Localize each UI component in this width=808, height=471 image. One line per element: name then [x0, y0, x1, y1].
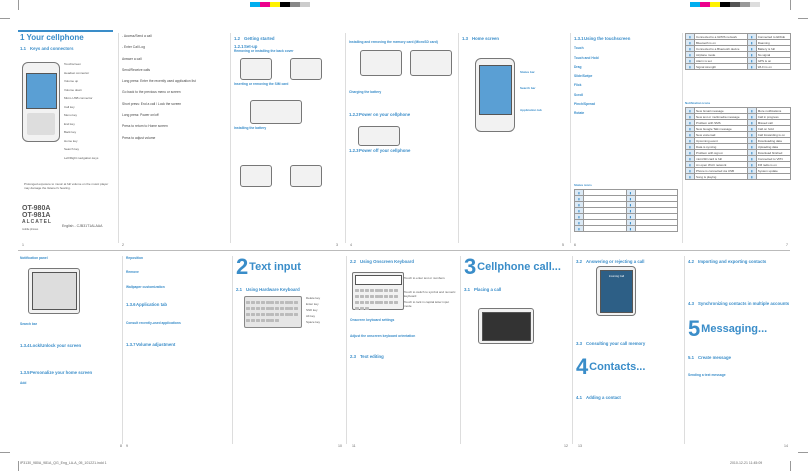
- icon-description: New Google Talk message: [695, 126, 748, 132]
- keyboard-key: [251, 301, 255, 304]
- battery-illustration: [240, 165, 272, 187]
- key-description: Answer a call: [122, 56, 142, 61]
- status-icon: ▮: [686, 156, 695, 162]
- icon-description: Call forwarding is on: [756, 132, 790, 138]
- status-icon: ▮: [747, 58, 756, 64]
- key-description: Press to return to Home screen: [122, 124, 168, 129]
- crop-mark: [798, 452, 808, 453]
- chapter-heading: 3 Cellphone call...: [464, 256, 561, 279]
- status-icon: ▮: [747, 40, 756, 46]
- status-icon: ▮: [686, 108, 695, 114]
- notification-icon-table: [685, 107, 791, 180]
- notification-panel-illustration: [28, 268, 80, 314]
- icon-description: No signal: [756, 52, 790, 58]
- callout-label: Micro-USB connector: [64, 96, 93, 100]
- page-divider: [460, 256, 461, 444]
- icon-description: New voicemail: [695, 132, 748, 138]
- icon-description: Battery is full: [756, 46, 790, 52]
- icon-description: An open Wi-Fi network: [695, 162, 748, 168]
- callout-label: Volume up: [64, 79, 79, 83]
- status-icon: ▮: [686, 40, 695, 46]
- keyboard-key: [285, 313, 289, 316]
- keyboard-key: [266, 301, 270, 304]
- callout-label: Volume down: [64, 87, 83, 92]
- icon-description: Connected to a Bluetooth device: [695, 46, 748, 52]
- onscreen-key: [384, 289, 388, 292]
- keyboard-key: [266, 307, 270, 310]
- key-description: Send/Receive calls: [122, 67, 151, 72]
- callout-label: Left/Right navigation keys: [64, 155, 99, 160]
- crop-mark: [798, 18, 808, 19]
- icon-description: Problem with SMS: [695, 120, 748, 126]
- status-icon: ▮: [686, 162, 695, 168]
- page-13: 3.2 Answering or rejecting a call: [576, 259, 645, 264]
- onscreen-key: [375, 295, 379, 298]
- keyboard-key: [280, 301, 284, 304]
- page-divider: [230, 33, 231, 243]
- icon-description: New Gmail message: [695, 108, 748, 114]
- keyboard-key: [275, 307, 279, 310]
- callout-label: Touchscreen: [64, 62, 82, 66]
- icon-description: System update: [756, 168, 790, 174]
- icon-description: Problem with sign-in: [695, 150, 748, 156]
- key-description: Go back to the previous menu or screen: [122, 90, 181, 95]
- status-icon: ▮: [747, 52, 756, 58]
- page-8: Notification panel: [20, 256, 48, 260]
- crop-mark: [18, 0, 19, 10]
- page-number: 5: [562, 243, 564, 247]
- gesture-item: Drag: [574, 64, 582, 69]
- icon-description: Upcoming event: [695, 138, 748, 144]
- page-number: 3: [336, 243, 338, 247]
- onscreen-key: [355, 301, 359, 304]
- incoming-call-illustration: Incoming Call: [596, 266, 636, 316]
- home-screen-illustration: [475, 58, 515, 132]
- page-6: 1.3.1Using the touchscreen Touch Touch and Hold Drag Slide/Swipe Flick Scroll Pinch/Spread Rotate: [574, 33, 678, 173]
- onscreen-key: [375, 301, 379, 304]
- keyboard-key: [294, 307, 298, 310]
- gesture-item: Touch: [574, 46, 584, 51]
- icon-description: Bluetooth is on: [695, 40, 748, 46]
- fold-line: [18, 250, 790, 251]
- crop-mark: [0, 18, 10, 19]
- key-description: Long press: Power on/off: [122, 113, 159, 118]
- memory-card-illustration: [410, 50, 452, 76]
- onscreen-key: [379, 295, 383, 298]
- keyboard-callout: Shift key: [306, 308, 318, 312]
- keyboard-key: [251, 313, 255, 316]
- page-number: 12: [564, 444, 568, 448]
- crop-mark: [790, 461, 791, 471]
- status-icon: ▮: [686, 64, 695, 70]
- page-number: 6: [574, 243, 576, 247]
- chapter-heading: [20, 33, 120, 43]
- icon-description: FM radio is on: [756, 162, 790, 168]
- onscreen-key: [360, 301, 364, 304]
- icon-description: Call on hold: [756, 126, 790, 132]
- hardware-keyboard-illustration: [244, 296, 302, 328]
- chapter-bar: [18, 30, 113, 32]
- status-icon: ▮: [747, 120, 756, 126]
- callout-label: Home key: [64, 138, 78, 143]
- color-bar-top-left: [250, 2, 310, 7]
- status-icon: ▮: [747, 114, 756, 120]
- icon-description: Call in progress: [756, 114, 790, 120]
- callout-label: Menu key: [64, 113, 78, 117]
- gesture-item: Pinch/Spread: [574, 101, 596, 106]
- page-number: 4: [350, 243, 352, 247]
- key-description: Press to adjust volume: [122, 135, 156, 140]
- key-description: Long press: Enter the recently used application list: [122, 79, 196, 84]
- status-icon: ▮: [686, 150, 695, 156]
- onscreen-key: [389, 295, 393, 298]
- crop-mark: [18, 461, 19, 471]
- page-divider: [458, 33, 459, 243]
- page-divider: [118, 33, 119, 243]
- icon-description: More notifications: [756, 108, 790, 114]
- onscreen-key: [370, 295, 374, 298]
- status-icon: ▮: [686, 52, 695, 58]
- keyboard-key: [285, 301, 289, 304]
- onscreen-key: [355, 307, 359, 310]
- onscreen-key: [379, 301, 383, 304]
- page-number: 13: [578, 444, 582, 448]
- keyboard-key: [261, 319, 265, 322]
- chapter-heading: 5 Messaging...: [688, 316, 768, 342]
- status-icon: ▮: [686, 132, 695, 138]
- keyboard-key: [280, 307, 284, 310]
- keyboard-key: [289, 313, 293, 316]
- onscreen-key: [394, 289, 398, 292]
- icon-description: Airplane mode: [695, 52, 748, 58]
- icon-description: Wi-Fi is on: [756, 64, 790, 70]
- keyboard-key: [294, 313, 298, 316]
- keyboard-key: [261, 307, 265, 310]
- keyboard-callout: Space key: [306, 320, 321, 324]
- icon-description: Download finished: [756, 150, 790, 156]
- key-description: - Access/Send a call: [122, 34, 152, 38]
- status-icon: ▮: [747, 34, 756, 40]
- onscreen-key: [389, 301, 393, 304]
- icon-description: Missed call: [756, 120, 790, 126]
- page-number: 14: [784, 444, 788, 448]
- keyboard-key: [294, 301, 298, 304]
- keyboard-key: [256, 313, 260, 316]
- onscreen-key: [365, 307, 369, 310]
- status-icon: ▮: [747, 108, 756, 114]
- icon-description: Connected to a GPRS network: [695, 34, 748, 40]
- onscreen-key: [365, 289, 369, 292]
- status-icon: ▮: [686, 120, 695, 126]
- page-11: 2.2 Using Onscreen Keyboard: [350, 259, 414, 264]
- gesture-item: Scroll: [574, 92, 584, 97]
- status-icon: ▮: [686, 34, 695, 40]
- back-cover-illustration: [290, 58, 322, 80]
- page-number: 10: [338, 444, 342, 448]
- key-description: - Enter Call Log: [122, 45, 145, 50]
- page-divider: [570, 33, 571, 243]
- onscreen-key: [365, 295, 369, 298]
- onscreen-key: [375, 289, 379, 292]
- keyboard-key: [246, 307, 250, 310]
- keyboard-key: [251, 307, 255, 310]
- key-description: Short press: End a call / Lock the screen: [122, 101, 182, 106]
- keyboard-key: [275, 313, 279, 316]
- status-icon: ▮: [686, 126, 695, 132]
- keyboard-key: [256, 301, 260, 304]
- callout-label: Call key: [64, 104, 75, 109]
- status-icon: ▮: [747, 64, 756, 70]
- onscreen-key: [360, 289, 364, 292]
- icon-description: Downloading data: [756, 138, 790, 144]
- icon-description: Connected to VPN: [756, 156, 790, 162]
- page-number: 11: [352, 444, 356, 448]
- onscreen-key: [394, 301, 398, 304]
- memory-card-illustration: [360, 50, 402, 76]
- onscreen-key: [360, 307, 364, 310]
- keyboard-key: [280, 313, 284, 316]
- callout-label: Headset connector: [64, 70, 90, 75]
- status-icon: ▮: [686, 46, 695, 52]
- keyboard-key: [270, 307, 274, 310]
- keyboard-key: [256, 319, 260, 322]
- chapter-title: Your cellphone: [26, 33, 84, 42]
- icon-description: Data is syncing: [695, 144, 748, 150]
- page-number: 2: [122, 243, 124, 247]
- color-bar-top-right: [690, 2, 760, 7]
- page-10: 2 Text input 2.1 Using Hardware Keyboard: [236, 256, 344, 444]
- status-icon: ▮: [747, 174, 756, 180]
- status-icon-table: ▮ ▮ ▮ ▮ ▮ ▮ ▮ ▮ ▮ ▮ ▮ ▮ ▮ ▮: [574, 189, 678, 232]
- keyboard-key: [289, 307, 293, 310]
- status-icon: ▮: [686, 174, 695, 180]
- status-icon-table-continued: [685, 33, 791, 70]
- callout-list: [64, 62, 114, 167]
- status-icon: ▮: [747, 132, 756, 138]
- phone-screen: [479, 65, 512, 115]
- keyboard-key: [266, 319, 270, 322]
- phone-illustration: [22, 62, 60, 142]
- chapter-heading: 2 Text input: [236, 256, 301, 279]
- keyboard-key: [270, 319, 274, 322]
- icon-description: Song is playing: [695, 174, 748, 180]
- battery-illustration: [290, 165, 322, 187]
- status-icon: ▮: [747, 46, 756, 52]
- status-icon: ▮: [747, 156, 756, 162]
- phone-keypad: [27, 113, 55, 135]
- onscreen-key: [394, 295, 398, 298]
- icon-description: Connected to EDGE: [756, 34, 790, 40]
- page-8-text: Search bar 1.3.4Lock/Unlock your screen 1.3.5Personalize your home screen Add: [20, 322, 93, 385]
- page-divider: [572, 256, 573, 444]
- page-divider: [232, 256, 233, 444]
- page-5: 1.3 Home screen: [462, 36, 499, 41]
- print-date: 2010-12-21 11:45:09: [730, 461, 763, 465]
- page-divider: [682, 33, 683, 243]
- status-icon: ▮: [686, 138, 695, 144]
- icon-description: Uploading data: [756, 144, 790, 150]
- keyboard-key: [246, 319, 250, 322]
- onscreen-key: [379, 289, 383, 292]
- charger-illustration: [358, 126, 400, 146]
- callout-label: Back key: [64, 130, 77, 134]
- keyboard-key: [251, 319, 255, 322]
- onscreen-key: [384, 295, 388, 298]
- keyboard-key: [246, 301, 250, 304]
- icon-description: Signal strength: [695, 64, 748, 70]
- icon-description: New text or multimedia message: [695, 114, 748, 120]
- page-divider: [345, 33, 346, 243]
- page-divider: [122, 256, 123, 444]
- icon-description: GPS is on: [756, 58, 790, 64]
- onscreen-key: [370, 289, 374, 292]
- chapter-number: 1: [20, 33, 25, 42]
- status-icon: ▮: [686, 168, 695, 174]
- status-icon: ▮: [747, 126, 756, 132]
- sim-card-illustration: [250, 100, 302, 124]
- keyboard-callout: Delete key: [306, 296, 321, 300]
- page-divider: [684, 256, 685, 444]
- chapter-heading: 4 Contacts...: [576, 354, 646, 380]
- keyboard-key: [275, 319, 279, 322]
- page-14: 4.2 Importing and exporting contacts 4.3 Synchronizing contacts in multiple accounts 5 Messaging... 5.1 Create message Sending a text message: [688, 259, 790, 377]
- page-number: 9: [126, 444, 128, 448]
- page-9: Reposition Remove Wallpaper customization 1.3.6Application tab Consult recently-used applications 1.3.7Volume adjustment: [126, 256, 181, 348]
- page-number: 1: [22, 243, 24, 247]
- status-icon: ▮: [686, 144, 695, 150]
- callout-label: Search key: [64, 147, 80, 151]
- key-description-list: [122, 34, 226, 140]
- gesture-item: Touch and Hold: [574, 55, 599, 60]
- keyboard-key: [246, 313, 250, 316]
- icon-description: Roaming: [756, 40, 790, 46]
- phone-screen: [26, 73, 57, 109]
- page-divider: [346, 256, 347, 444]
- keyboard-key: [270, 313, 274, 316]
- print-slug: IP3130_980A_981A_QG_Eng_LA-A_05_101221.indd 1: [20, 461, 107, 465]
- page-3: 1.2 Getting started 1.2.1Set-up Removing or installing the back cover Inserting or removing the SIM card Installing the battery: [234, 36, 294, 130]
- keyboard-key: [266, 313, 270, 316]
- keyboard-callout: Alt key: [306, 314, 316, 318]
- status-icon: ▮: [747, 150, 756, 156]
- icon-description: Phone is connected via USB: [695, 168, 748, 174]
- keyboard-key: [289, 301, 293, 304]
- icon-description: Alarm is set: [695, 58, 748, 64]
- status-icon: ▮: [686, 58, 695, 64]
- keyboard-key: [285, 307, 289, 310]
- keyboard-key: [256, 307, 260, 310]
- page-4: Installing and removing the memory card (MicroSD card) Charging the battery 1.2.2Power on your cellphone 1.2.3Power off your cellphone: [349, 40, 438, 153]
- onscreen-key: [389, 289, 393, 292]
- keyboard-callout: Enter key: [306, 302, 319, 306]
- onscreen-key: [365, 301, 369, 304]
- status-icon: ▮: [747, 144, 756, 150]
- language-code: English - CJB31T1ALAAA: [62, 224, 103, 228]
- status-icon: ▮: [747, 168, 756, 174]
- icon-description: [756, 174, 790, 180]
- dialer-illustration: [478, 308, 534, 344]
- crop-mark: [790, 0, 791, 10]
- onscreen-key: [355, 295, 359, 298]
- status-icon: ▮: [747, 162, 756, 168]
- status-icon: ▮: [747, 138, 756, 144]
- page-number: 8: [120, 444, 122, 448]
- status-icon: ▮: [686, 114, 695, 120]
- model-name: OT-980A OT-981A ALCATEL mobile phones: [22, 205, 52, 231]
- onscreen-key: [360, 295, 364, 298]
- onscreen-key: [384, 301, 388, 304]
- icon-description: microSD card is full: [695, 156, 748, 162]
- page-12: 3 Cellphone call... 3.1 Placing a call: [464, 256, 568, 444]
- gesture-item: Slide/Swipe: [574, 74, 593, 79]
- callout-label: End key: [64, 121, 75, 126]
- gesture-item: Flick: [574, 83, 582, 88]
- page-number: 7: [786, 243, 788, 247]
- onscreen-key: [370, 301, 374, 304]
- section-heading: 1.1 Keys and connectors: [20, 46, 74, 51]
- keyboard-key: [275, 301, 279, 304]
- gesture-item: Rotate: [574, 111, 585, 116]
- crop-mark: [0, 452, 10, 453]
- keyboard-key: [261, 313, 265, 316]
- page-2: [122, 34, 226, 244]
- keyboard-key: [270, 301, 274, 304]
- print-sheet: 1 Your cellphone 1.1 Keys and connectors Touchscreen Headset connector Volume up Volume down Micro-USB connector Call key Menu key End key Back key Home key Search key Left/Right navigation keys Prolonged exposure to music at full volume on the music player may damage the listener's hearing. OT-980A OT-981A ALCATEL mobile phones English - CJB31T1ALAAA 1 - Access/Send a call - Enter Call Log Answer a call Send/Receive calls Long press: Enter the recently used application list Go back to the previous menu or screen Short press: End a call / Lock the screen Long press: Power on/off Press to return to Home screen Press to adjust volume 2 1.2 Getting started 1.2.1Set-up Removing or installing the back cover Inserting or removing the SIM card Installing the battery 3 Installing and removing the memory card (MicroSD card) Charging the battery 1.2.2Power on your cellphone 1.2.3Power off your cellphone 4 1.3 Home screen Status bar Search bar Application tab 5 1.3.1Using the touchscreen Touch Touch and Hold Drag Slide/Swipe Flick Scroll Pinch/Spread Rotate Status icons ▮ ▮ ▮ ▮ ▮ ▮ ▮ ▮ ▮ ▮ ▮ ▮ ▮ ▮ 6 ▮ Connected to a GPRS network ▮ Connected to EDGE ▮ Bluetooth is on ▮ Roaming ▮ Connected to a Bluetooth device ▮ Battery is full ▮ Airplane mode ▮ No signal ▮ Alarm is set ▮ GPS is on ▮ Signal strength ▮ Wi-Fi is on Notification icons ▮ New Gmail message ▮ More notifications ▮ New text or multimedia message ▮ Call in progress ▮ Problem with SMS ▮ Missed call ▮ New Google Talk message ▮ Call on hold ▮ New voicemail ▮ Call forwarding is on ▮ Upcoming event ▮ Downloading data ▮ Data is syncing ▮ Uploading data ▮ Problem with sign-in ▮ Download finished ▮ microSD card is full ▮ Connected to VPN ▮ An open Wi-Fi network ▮ FM radio is on ▮ Phone is connected via USB ▮ System update ▮ Song is playing ▮ 7 Notification panel Search bar 1.3.4Lock/Unlock your screen 1.3.5Personalize your home screen Add 8 Reposition Remove Wallpaper customization 1.3.6Application tab Consult recently-used applications 1.3.7Volume adjustment 9 2 Text input 2.1 Using Hardware Keyboard Delete key Enter key Shift key Alt key Space key 10 2.2 Using Onscreen Keyboard Touch to enter text or numbers Touch to switch to symbol and numeric keyboard Touch to lock in capital letter input mode Onscreen keyboard settings Adjust the onscreen keyboard orientation 2.3 Text editing 11 3 Cellphone call... 3.1 Placing a call 12 3.2 Answering or rejecting a call Incoming Call 3.3 Consulting your call memory 4 Contacts... 4.1 Adding a contact 13 4.2 Importing and exporting contacts 4.3 Synchronizing contacts in multiple accounts 5 Messaging... 5.1 Create message Sending a text message 14 IP3130_980A_981A_QG_Eng_LA-A_05_101221.indd 1 2010-12-21 11:45:09: [0, 0, 808, 471]
- back-cover-illustration: [240, 58, 272, 80]
- onscreen-keyboard-illustration: [352, 272, 404, 310]
- onscreen-key: [355, 289, 359, 292]
- warning-text: Prolonged exposure to music at full volume on the music player may damage the listener's hearing.: [24, 182, 109, 190]
- keyboard-key: [261, 301, 265, 304]
